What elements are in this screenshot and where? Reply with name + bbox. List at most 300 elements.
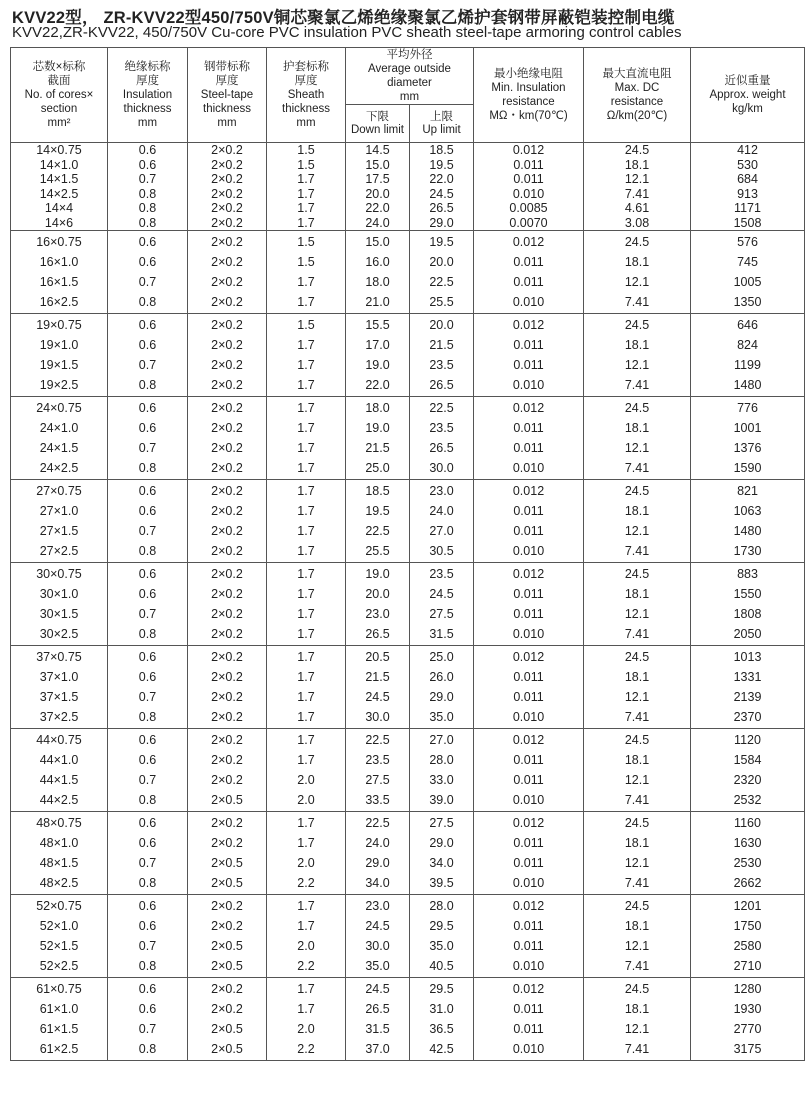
cell-insulation-thickness: 0.6 [138,235,157,249]
cell-insulation-thickness: 0.6 [138,504,157,518]
cell-min-insulation-resistance: 0.011 [513,1002,544,1016]
cell-sheath-thickness: 1.5 [297,318,315,332]
cell-diameter-up-limit: 29.0 [429,836,454,850]
header-line: 最小绝缘电阻 [494,68,563,80]
cell-approx-weight: 530 [737,157,758,172]
cell-diameter-down-limit: 24.5 [365,690,390,704]
cell-diameter-up-limit: 36.5 [429,1022,454,1036]
cell-max-dc-resistance-column [584,812,691,895]
cell-sheath-thickness: 1.7 [297,567,315,581]
cell-sheath-thickness: 2.0 [297,793,315,807]
cell-core-section-column [11,397,108,480]
cell-diameter-down-limit: 29.0 [365,856,390,870]
cell-insulation-thickness: 0.7 [138,441,157,455]
cell-diameter-up-limit-column [410,480,474,563]
header-line: Min. Insulation [491,82,566,94]
cell-diameter-up-limit: 23.0 [429,484,454,498]
cell-diameter-up-limit: 22.5 [429,401,454,415]
cell-steel-tape-thickness: 2×0.2 [211,899,243,913]
cell-min-insulation-resistance: 0.011 [513,524,544,538]
cell-min-insulation-resistance: 0.011 [513,753,544,767]
cell-diameter-up-limit: 21.5 [429,338,454,352]
cell-min-insulation-resistance: 0.010 [512,1042,545,1056]
cell-insulation-thickness: 0.6 [138,587,157,601]
cell-diameter-up-limit: 30.0 [429,461,454,475]
cell-core-section: 52×1.0 [39,919,79,933]
cell-diameter-up-limit: 25.5 [429,295,454,309]
cell-min-insulation-resistance: 0.010 [512,378,545,392]
cell-steel-tape-thickness: 2×0.5 [211,1022,243,1036]
cell-diameter-up-limit: 23.5 [429,421,454,435]
cell-steel-tape-thickness: 2×0.2 [211,650,243,664]
cell-diameter-down-limit: 27.5 [365,773,390,787]
cell-max-dc-resistance: 7.41 [624,627,650,641]
cell-approx-weight-column [691,729,805,812]
cell-approx-weight-column [691,978,805,1061]
cell-sheath-thickness-column [267,563,346,646]
cell-diameter-up-limit: 28.0 [429,899,454,913]
cell-sheath-thickness-column [267,978,346,1061]
cell-diameter-down-limit: 34.0 [365,876,390,890]
cell-diameter-down-limit: 19.0 [365,567,390,581]
cell-steel-tape-thickness: 2×0.5 [211,876,243,890]
table-row-group [11,143,805,231]
cell-max-dc-resistance-column [584,397,691,480]
header-line: mm [217,117,237,129]
cell-core-section: 24×1.0 [39,421,79,435]
cell-diameter-down-limit: 26.5 [365,1002,390,1016]
cell-min-insulation-resistance: 0.012 [512,235,545,249]
cell-core-section: 27×1.5 [39,524,79,538]
cell-approx-weight: 1331 [733,670,762,684]
cell-sheath-thickness: 2.2 [297,959,315,973]
cell-diameter-down-limit: 20.0 [365,587,390,601]
cell-min-insulation-resistance-column [474,314,584,397]
cell-sheath-thickness-column [267,646,346,729]
cell-steel-tape-thickness: 2×0.2 [211,421,243,435]
cell-diameter-down-limit: 18.0 [365,401,390,415]
cell-steel-tape-thickness: 2×0.2 [211,358,243,372]
header-line: mm² [47,117,71,129]
cell-insulation-thickness: 0.6 [138,484,157,498]
cell-sheath-thickness: 1.5 [297,157,315,172]
cell-insulation-thickness: 0.6 [138,338,157,352]
cell-insulation-thickness-column [108,143,188,231]
cell-insulation-thickness: 0.6 [138,670,157,684]
cell-approx-weight-column [691,397,805,480]
cell-min-insulation-resistance: 0.011 [513,1022,544,1036]
cell-steel-tape-thickness: 2×0.5 [211,1042,243,1056]
header-line: diameter [387,77,432,89]
cell-approx-weight: 913 [737,186,758,201]
cell-approx-weight: 1160 [734,816,761,830]
cell-sheath-thickness: 2.2 [297,1042,315,1056]
cell-diameter-down-limit: 15.0 [365,235,390,249]
cell-sheath-thickness: 1.7 [297,710,315,724]
cell-diameter-down-limit: 24.5 [365,982,390,996]
cell-diameter-down-limit: 24.5 [365,919,390,933]
cell-min-insulation-resistance-column [474,729,584,812]
cell-insulation-thickness: 0.8 [138,959,157,973]
header-line: Down limit [350,123,405,136]
cell-sheath-thickness: 1.5 [297,235,315,249]
cell-max-dc-resistance: 12.1 [624,773,650,787]
cell-steel-tape-thickness: 2×0.2 [211,587,243,601]
cell-diameter-down-limit: 17.0 [365,338,390,352]
cell-max-dc-resistance-column [584,646,691,729]
cell-sheath-thickness: 1.7 [297,899,315,913]
cell-diameter-up-limit: 29.0 [429,690,454,704]
cell-diameter-down-limit: 21.0 [365,295,390,309]
header-cores-section [11,48,108,143]
cell-max-dc-resistance: 7.41 [624,793,650,807]
cell-insulation-thickness: 0.7 [138,607,157,621]
cell-diameter-up-limit: 31.5 [429,627,454,641]
cell-insulation-thickness: 0.6 [138,919,157,933]
cell-steel-tape-thickness: 2×0.2 [211,733,243,747]
cell-approx-weight: 2050 [733,627,762,641]
cell-core-section: 30×2.5 [39,627,79,641]
cell-steel-tape-thickness: 2×0.2 [211,235,243,249]
cell-steel-tape-thickness: 2×0.5 [211,793,243,807]
table-row-group [11,397,805,480]
cell-diameter-down-limit: 24.0 [365,215,390,230]
cell-diameter-up-limit: 30.5 [429,544,454,558]
cell-diameter-down-limit-column [346,978,410,1061]
header-line: Max. DC [614,82,660,94]
cell-core-section: 37×2.5 [39,710,79,724]
header-line: kg/km [732,103,763,115]
header-line: thickness [123,103,172,115]
cell-approx-weight: 1350 [733,295,762,309]
cell-core-section: 19×2.5 [39,378,79,392]
table-row-group [11,812,805,895]
cell-max-dc-resistance: 7.41 [624,544,650,558]
cell-sheath-thickness: 2.0 [297,1022,315,1036]
cell-sheath-thickness: 1.7 [297,201,315,215]
cell-sheath-thickness: 1.7 [297,919,315,933]
cell-diameter-down-limit: 20.0 [365,186,390,201]
cell-approx-weight: 824 [737,338,758,352]
cell-diameter-down-limit: 16.0 [365,255,390,269]
cell-max-dc-resistance: 24.5 [624,899,650,913]
cell-min-insulation-resistance: 0.011 [513,172,544,186]
cell-steel-tape-thickness: 2×0.2 [211,982,243,996]
cell-approx-weight: 1550 [733,587,762,601]
cell-approx-weight: 1930 [733,1002,762,1016]
cell-max-dc-resistance: 7.41 [624,710,650,724]
cell-max-dc-resistance: 18.1 [624,255,650,269]
cell-sheath-thickness: 2.0 [297,856,315,870]
cell-approx-weight: 1120 [734,733,761,747]
cell-insulation-thickness-column [108,563,188,646]
cell-approx-weight: 2139 [733,690,762,704]
cell-approx-weight-column [691,646,805,729]
cell-steel-tape-thickness: 2×0.2 [211,753,243,767]
cell-approx-weight: 1584 [733,753,762,767]
cell-core-section: 19×0.75 [36,318,82,332]
cell-diameter-up-limit: 19.5 [429,157,454,172]
cell-diameter-down-limit-column [346,480,410,563]
cell-sheath-thickness: 1.7 [297,275,315,289]
cell-diameter-up-limit: 34.0 [429,856,454,870]
cell-diameter-down-limit: 35.0 [365,959,390,973]
cell-diameter-down-limit: 18.5 [365,484,390,498]
cell-diameter-down-limit: 23.5 [365,753,390,767]
cell-approx-weight: 684 [737,172,758,186]
cell-steel-tape-thickness-column [188,397,267,480]
cell-min-insulation-resistance-column [474,563,584,646]
cell-diameter-down-limit: 37.0 [365,1042,390,1056]
cell-core-section: 52×1.5 [39,939,79,953]
cell-approx-weight-column [691,143,805,231]
cell-sheath-thickness: 1.7 [297,358,315,372]
cell-max-dc-resistance: 24.5 [624,650,650,664]
cell-min-insulation-resistance-column [474,143,584,231]
cell-max-dc-resistance: 18.1 [624,1002,650,1016]
cell-diameter-up-limit-column [410,231,474,314]
cell-steel-tape-thickness: 2×0.2 [211,295,243,309]
cell-max-dc-resistance: 18.1 [624,670,650,684]
cell-approx-weight: 1480 [733,378,762,392]
cell-diameter-up-limit: 24.5 [429,186,454,201]
cell-insulation-thickness: 0.7 [138,690,157,704]
cell-core-section: 19×1.5 [39,358,79,372]
cell-max-dc-resistance: 12.1 [624,1022,650,1036]
cell-core-section-column [11,729,108,812]
document-title-cn: KVV22型， ZR-KVV22型450/750V铜芯聚氯乙烯绝缘聚氯乙烯护套钢带屏蔽铠装控制电缆 [12,9,675,27]
cell-min-insulation-resistance: 0.010 [512,295,545,309]
cell-max-dc-resistance: 18.1 [624,504,650,518]
cell-sheath-thickness: 1.7 [297,753,315,767]
header-line: resistance [610,96,664,108]
cell-core-section-column [11,231,108,314]
cell-approx-weight: 1750 [733,919,762,933]
cell-diameter-up-limit: 20.0 [429,255,454,269]
cell-max-dc-resistance: 18.1 [624,836,650,850]
cell-diameter-down-limit: 20.5 [365,650,390,664]
cell-insulation-thickness: 0.8 [138,201,157,215]
cell-max-dc-resistance-column [584,978,691,1061]
cell-insulation-thickness: 0.8 [138,295,157,309]
cell-core-section-column [11,314,108,397]
cell-insulation-thickness: 0.7 [138,773,157,787]
cell-sheath-thickness: 1.7 [297,670,315,684]
cell-approx-weight: 883 [737,567,758,581]
cell-max-dc-resistance-column [584,480,691,563]
cell-insulation-thickness: 0.8 [138,186,157,201]
cell-approx-weight: 1171 [734,201,761,215]
cell-sheath-thickness-column [267,143,346,231]
cell-core-section: 16×1.5 [39,275,79,289]
cell-steel-tape-thickness: 2×0.5 [211,939,243,953]
header-line: 芯数×标称 [32,61,86,73]
cell-approx-weight: 1508 [733,215,762,230]
cell-sheath-thickness: 1.7 [297,836,315,850]
cell-core-section: 61×1.5 [39,1022,79,1036]
cell-approx-weight: 576 [737,235,758,249]
cell-min-insulation-resistance: 0.010 [512,710,545,724]
cell-min-insulation-resistance: 0.012 [512,982,545,996]
header-line: thickness [203,103,251,115]
cell-core-section: 14×1.0 [39,157,79,172]
cell-min-insulation-resistance: 0.010 [512,461,545,475]
cell-insulation-thickness-column [108,978,188,1061]
cell-core-section: 44×0.75 [36,733,82,747]
header-diameter-down-limit [346,105,410,143]
cell-insulation-thickness: 0.6 [138,1002,157,1016]
cell-diameter-down-limit: 33.5 [365,793,390,807]
header-line: 上限 [430,110,453,123]
cell-diameter-up-limit-column [410,729,474,812]
cell-approx-weight: 2530 [733,856,762,870]
header-line: 平均外径 [386,49,433,61]
cell-diameter-down-limit-column [346,812,410,895]
cell-min-insulation-resistance: 0.011 [513,670,544,684]
header-line: mm [399,91,420,103]
cell-diameter-down-limit: 17.5 [365,172,390,186]
cell-core-section: 37×1.5 [39,690,79,704]
table-row-group [11,729,805,812]
cell-max-dc-resistance: 4.61 [624,201,650,215]
table-row-group [11,231,805,314]
cell-insulation-thickness: 0.7 [138,275,157,289]
cell-min-insulation-resistance-column [474,646,584,729]
cell-insulation-thickness: 0.6 [138,421,157,435]
cell-diameter-down-limit: 25.0 [365,461,390,475]
header-line: section [40,103,78,115]
cell-max-dc-resistance-column [584,314,691,397]
header-line: 下限 [366,110,389,123]
cell-diameter-down-limit: 25.5 [365,544,390,558]
cell-max-dc-resistance-column [584,895,691,978]
cell-steel-tape-thickness: 2×0.2 [211,504,243,518]
cell-approx-weight: 2532 [733,793,762,807]
cell-sheath-thickness-column [267,729,346,812]
cell-sheath-thickness: 2.0 [297,773,315,787]
cell-approx-weight: 1730 [733,544,762,558]
cell-insulation-thickness: 0.8 [138,627,157,641]
cell-max-dc-resistance: 18.1 [624,753,650,767]
cell-steel-tape-thickness-column [188,563,267,646]
cell-diameter-up-limit: 35.0 [429,710,454,724]
cell-diameter-up-limit-column [410,978,474,1061]
cell-max-dc-resistance: 18.1 [624,919,650,933]
cell-insulation-thickness: 0.6 [138,318,157,332]
cell-core-section: 27×1.0 [39,504,79,518]
cell-sheath-thickness: 1.7 [297,441,315,455]
cell-insulation-thickness: 0.8 [138,461,157,475]
cell-steel-tape-thickness: 2×0.2 [211,441,243,455]
cell-approx-weight: 745 [737,255,758,269]
cell-min-insulation-resistance: 0.010 [512,793,545,807]
cell-min-insulation-resistance: 0.012 [512,318,545,332]
cell-insulation-thickness: 0.7 [138,172,157,186]
cell-min-insulation-resistance-column [474,812,584,895]
cell-steel-tape-thickness-column [188,729,267,812]
header-line: mm [137,117,158,129]
cell-min-insulation-resistance: 0.011 [513,255,544,269]
header-line: 厚度 [294,75,318,87]
cell-diameter-down-limit: 14.5 [365,143,390,157]
cell-core-section: 24×2.5 [39,461,79,475]
header-steel-tape-thickness [188,48,267,143]
table-row-group [11,563,805,646]
header-line: 最大直流电阻 [602,68,672,80]
cell-steel-tape-thickness: 2×0.2 [211,627,243,641]
cell-core-section: 14×6 [44,215,74,230]
cell-approx-weight: 776 [737,401,758,415]
cell-approx-weight-column [691,563,805,646]
cell-diameter-down-limit: 22.5 [365,816,390,830]
cell-min-insulation-resistance-column [474,397,584,480]
cell-sheath-thickness: 2.0 [297,939,315,953]
cell-core-section: 30×1.0 [39,587,79,601]
cell-core-section: 24×1.5 [39,441,79,455]
header-line: thickness [282,103,330,115]
header-line: 护套标称 [283,61,329,73]
header-line: MΩ・km(70℃) [489,110,568,122]
cell-steel-tape-thickness: 2×0.2 [211,544,243,558]
cell-steel-tape-thickness: 2×0.2 [211,484,243,498]
header-max-dc-resistance [584,48,691,143]
cell-diameter-up-limit: 33.0 [429,773,454,787]
cell-min-insulation-resistance: 0.012 [512,733,545,747]
cell-max-dc-resistance: 7.41 [624,1042,650,1056]
cell-max-dc-resistance: 12.1 [624,856,650,870]
cell-min-insulation-resistance: 0.012 [512,567,545,581]
cell-sheath-thickness: 1.7 [297,172,315,186]
cell-core-section: 52×2.5 [39,959,79,973]
cell-sheath-thickness: 1.7 [297,401,315,415]
cell-insulation-thickness: 0.6 [138,401,157,415]
cell-approx-weight: 1590 [733,461,762,475]
cell-max-dc-resistance: 12.1 [624,275,650,289]
cell-steel-tape-thickness: 2×0.2 [211,461,243,475]
cell-diameter-down-limit: 22.0 [365,378,390,392]
cell-diameter-up-limit-column [410,646,474,729]
cell-min-insulation-resistance: 0.011 [513,919,544,933]
cell-steel-tape-thickness-column [188,812,267,895]
table-row-group [11,314,805,397]
cell-diameter-down-limit: 23.0 [365,607,390,621]
cell-insulation-thickness: 0.8 [138,378,157,392]
cell-core-section: 44×1.0 [39,753,79,767]
header-sheath-thickness [267,48,346,143]
cell-insulation-thickness: 0.8 [138,544,157,558]
cell-max-dc-resistance: 7.41 [624,186,650,201]
cell-insulation-thickness: 0.6 [138,650,157,664]
cell-diameter-up-limit: 29.5 [429,919,454,933]
cell-approx-weight: 1063 [733,504,762,518]
cell-sheath-thickness-column [267,397,346,480]
cell-insulation-thickness: 0.8 [138,876,157,890]
cell-max-dc-resistance: 12.1 [624,441,650,455]
cell-min-insulation-resistance: 0.012 [512,484,545,498]
cell-sheath-thickness: 1.7 [297,1002,315,1016]
cell-core-section: 16×2.5 [39,295,79,309]
cell-diameter-up-limit: 20.0 [429,318,454,332]
header-line: 厚度 [215,75,239,87]
cell-max-dc-resistance: 7.41 [624,876,650,890]
cell-approx-weight: 2710 [733,959,762,973]
cell-approx-weight: 1480 [733,524,762,538]
header-line: mm [296,117,316,129]
cell-steel-tape-thickness: 2×0.2 [211,524,243,538]
cell-min-insulation-resistance: 0.011 [513,421,544,435]
cell-diameter-down-limit: 23.0 [365,899,390,913]
cell-insulation-thickness: 0.6 [138,143,157,157]
